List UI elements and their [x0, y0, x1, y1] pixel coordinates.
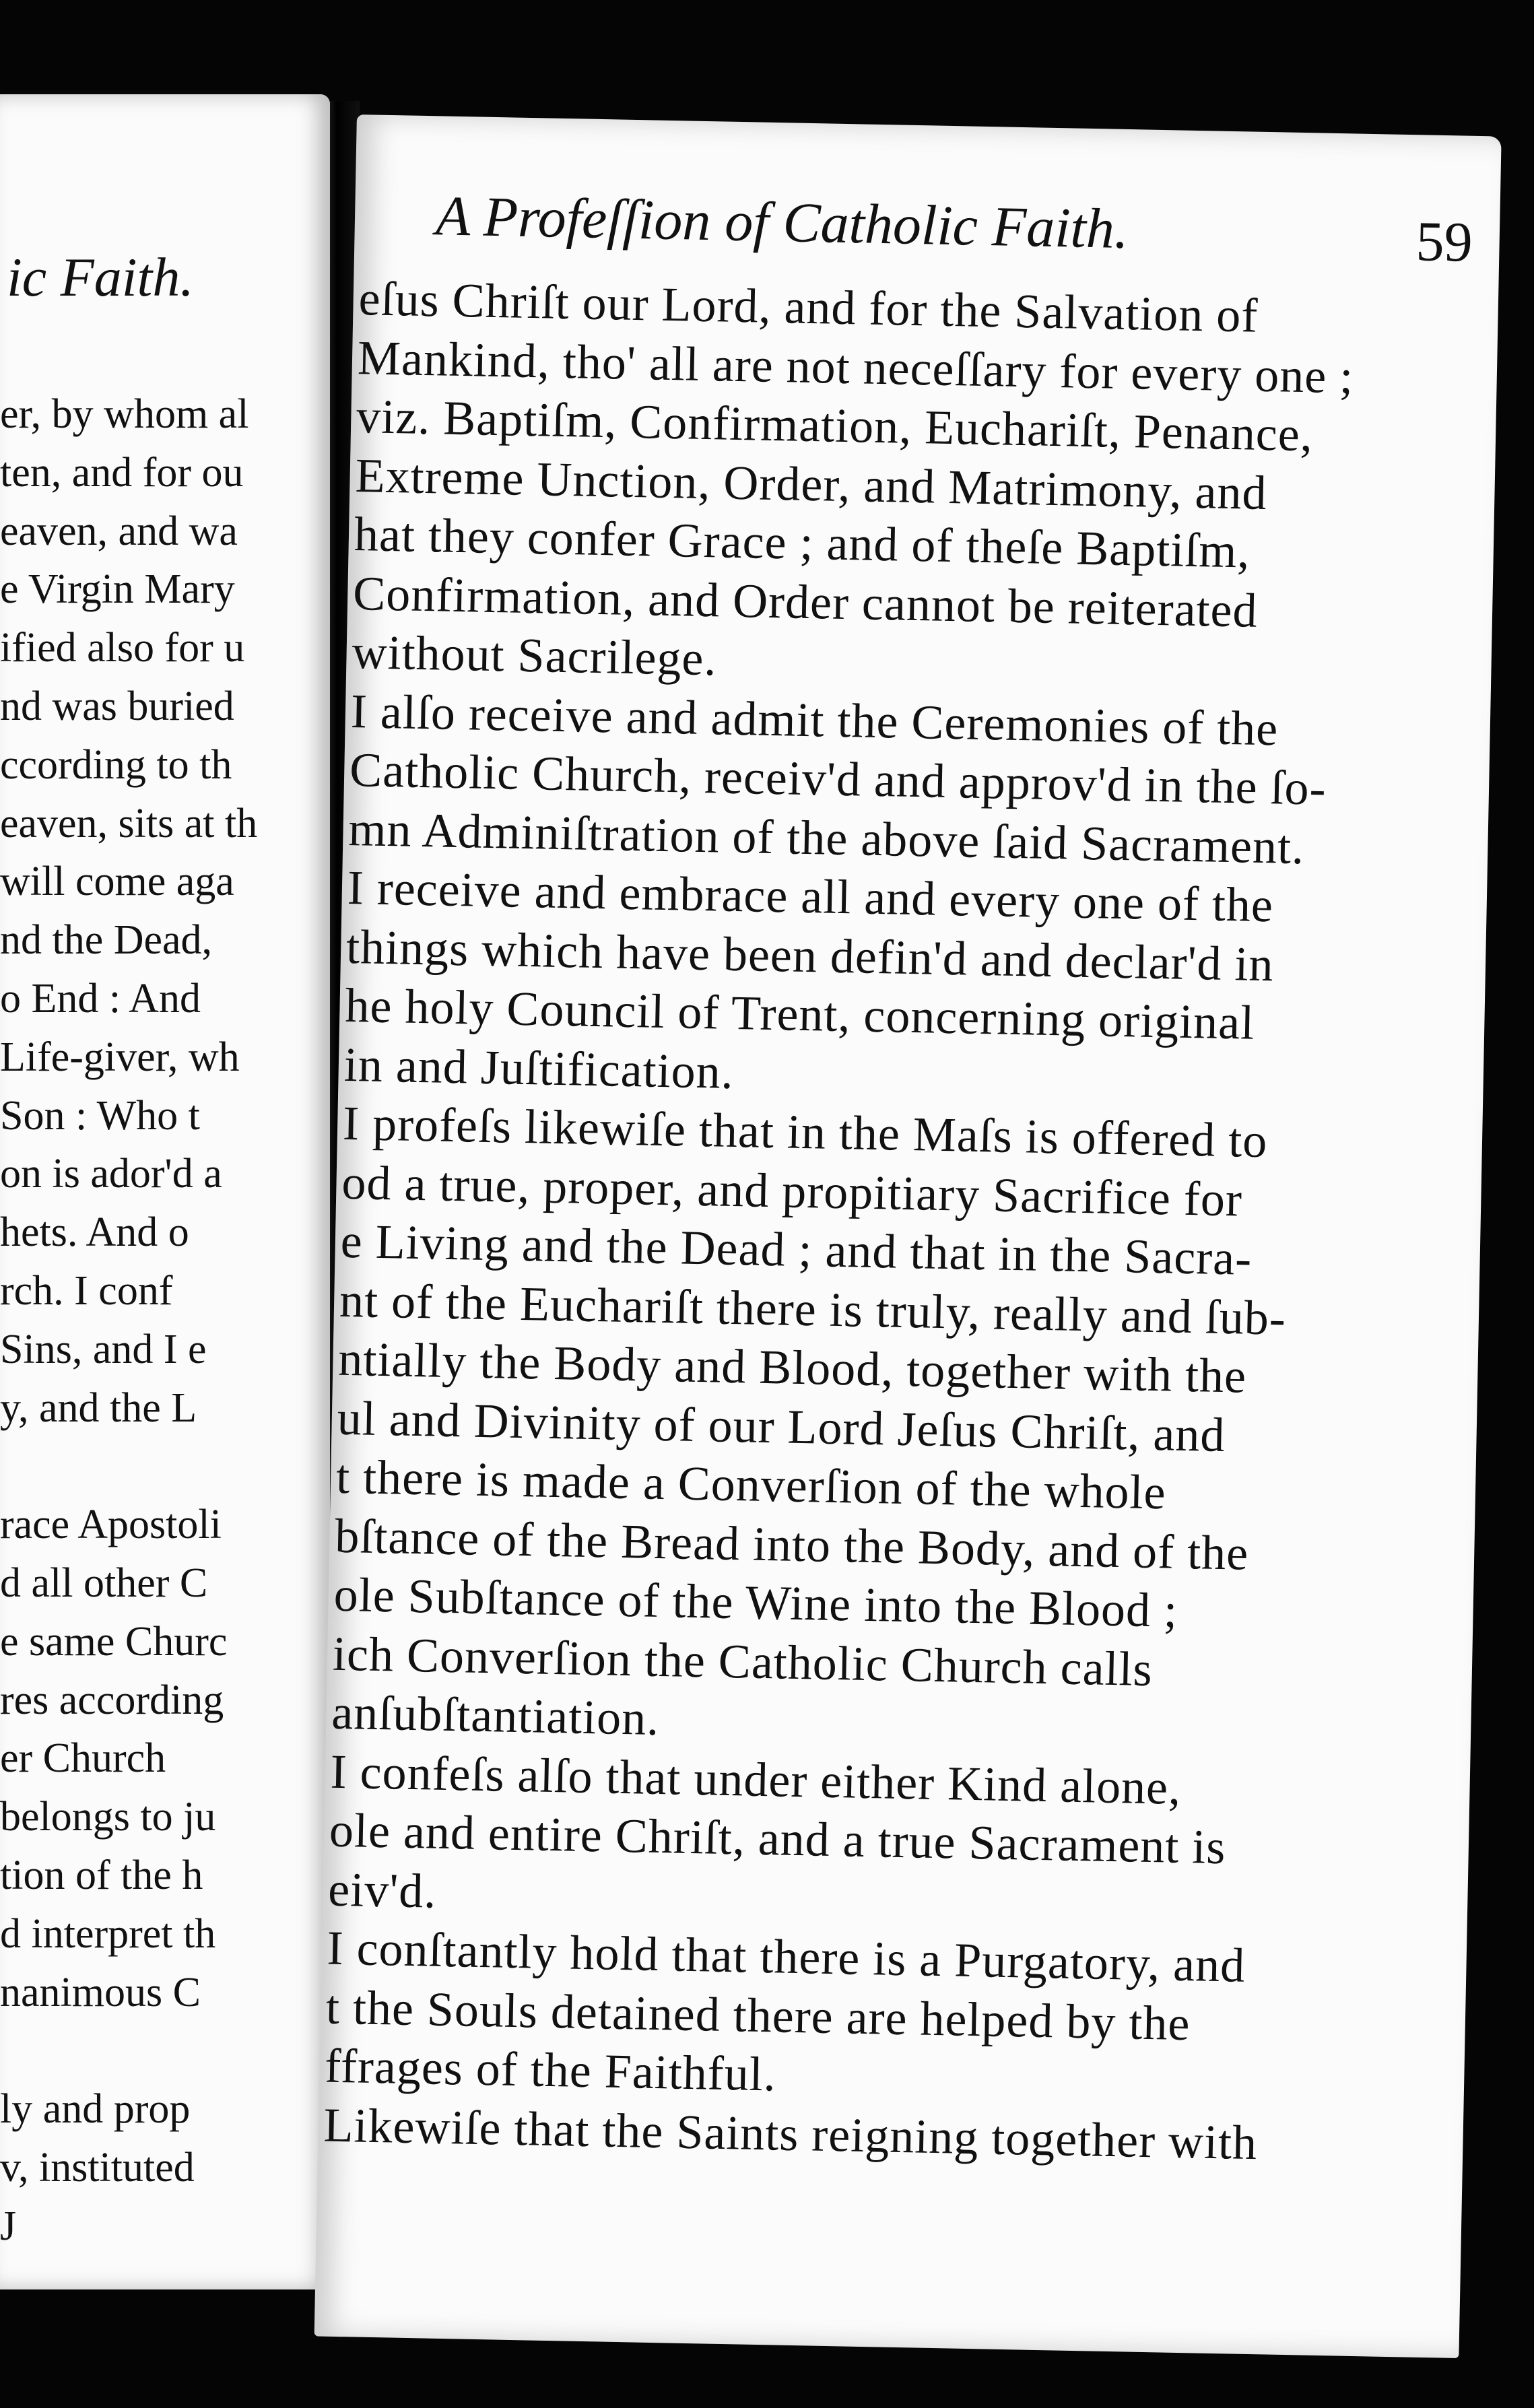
- text-line: things which have been defin'd and declar'd in: [345, 919, 1275, 991]
- text-line: Likewiſe that the Saints reigning together with: [323, 2098, 1258, 2170]
- text-line: eiv'd.: [327, 1862, 438, 1918]
- text-line: ntially the Body and Blood, together with the: [337, 1331, 1247, 1403]
- text-line: t the Souls detained there are helped by the: [325, 1980, 1191, 2050]
- text-line: eſus Chriſt our Lord, and for the Salvation of: [358, 271, 1259, 343]
- left-text-line: er, by whom al: [0, 391, 249, 437]
- left-text-line: J: [0, 2203, 17, 2249]
- text-line: I confeſs alſo that under either Kind alone,: [329, 1744, 1182, 1815]
- text-line: ffrages of the Faithful.: [324, 2038, 777, 2102]
- left-text-line: nanimous C: [0, 1969, 201, 2015]
- text-line: I profeſs likewiſe that in the Maſs is offered to: [342, 1096, 1269, 1168]
- text-line: Extreme Unction, Order, and Matrimony, and: [354, 448, 1268, 520]
- text-line: bſtance of the Bread into the Body, and of the: [334, 1508, 1249, 1580]
- left-text-line: ly and prop: [0, 2086, 191, 2133]
- left-running-title: ic Faith.: [7, 246, 194, 308]
- left-text-line: d all other C: [0, 1560, 208, 1606]
- text-line: anſubſtantiation.: [331, 1685, 661, 1746]
- text-line: Catholic Church, receiv'd and approv'd in the ſo-: [349, 742, 1327, 815]
- page-number: 59: [1415, 210, 1473, 274]
- left-text-line: nd the Dead,: [0, 917, 213, 964]
- text-line: hat they confer Grace ; and of theſe Baptiſm,: [354, 507, 1251, 578]
- left-text-line: tion of the h: [0, 1852, 203, 1898]
- text-line: I conſtantly hold that there is a Purgatory, and: [326, 1920, 1246, 1993]
- text-line: ole Subſtance of the Wine into the Blood ;: [333, 1567, 1178, 1638]
- running-title: A Profeſſion of Catholic Faith.: [435, 185, 1129, 261]
- left-text-line: ten, and for ou: [0, 449, 244, 496]
- text-line: I alſo receive and admit the Ceremonies of the: [350, 683, 1279, 756]
- left-text-line: eaven, and wa: [0, 508, 238, 554]
- left-text-line: ified also for u: [0, 625, 245, 671]
- text-line: nt of the Euchariſt there is truly, really and ſub-: [339, 1273, 1287, 1345]
- left-text-line: belongs to ju: [0, 1794, 216, 1840]
- text-line: I receive and embrace all and every one of the: [347, 860, 1274, 933]
- right-page: [314, 114, 1502, 2358]
- text-line: Confirmation, and Order cannot be reiterated: [352, 566, 1259, 638]
- left-text-line: Son : Who t: [0, 1092, 200, 1139]
- text-line: ich Converſion the Catholic Church calls: [332, 1626, 1154, 1696]
- text-line: he holy Council of Trent, concerning original: [344, 978, 1255, 1050]
- left-text-line: o End : And: [0, 976, 201, 1022]
- text-line: od a true, proper, and propitiary Sacrifice for: [341, 1155, 1243, 1227]
- left-text-line: y, and the L: [0, 1384, 197, 1431]
- text-line: e Living and the Dead ; and that in the Sacra-: [340, 1213, 1253, 1285]
- text-line: viz. Baptiſm, Confirmation, Euchariſt, Penance,: [356, 389, 1314, 462]
- text-line: t there is made a Converſion of the whole: [335, 1449, 1167, 1520]
- text-line: Mankind, tho' all are not neceſſary for every one ;: [357, 330, 1355, 403]
- left-text-line: Sins, and I e: [0, 1326, 207, 1372]
- left-text-line: ccording to th: [0, 741, 232, 788]
- left-text-line: eaven, sits at th: [0, 800, 258, 846]
- left-text-line: v, instituted: [0, 2145, 195, 2190]
- body-text: [323, 269, 1463, 2176]
- left-text-line: Life-giver, wh: [0, 1034, 240, 1080]
- text-line: without Sacrilege.: [351, 625, 718, 686]
- left-text-line: e Virgin Mary: [0, 566, 235, 613]
- left-text-line: res according: [0, 1677, 224, 1723]
- left-text-line: er Church: [0, 1735, 166, 1782]
- left-text-line: d interpret th: [0, 1910, 216, 1957]
- left-text-line: e same Churc: [0, 1618, 228, 1665]
- text-line: ole and entire Chriſt, and a true Sacrament is: [329, 1803, 1227, 1875]
- text-line: in and Juſtification.: [343, 1037, 735, 1099]
- left-text-line: nd was buried: [0, 683, 234, 729]
- text-line: ul and Divinity of our Lord Jeſus Chriſt, and: [337, 1391, 1226, 1462]
- text-line: mn Adminiſtration of the above ſaid Sacrament.: [347, 801, 1305, 874]
- left-text-line: hets. And o: [0, 1209, 189, 1256]
- left-text-line: will come aga: [0, 859, 234, 905]
- left-text-line: race Apostoli: [0, 1502, 222, 1548]
- left-text-line: on is ador'd a: [0, 1151, 222, 1197]
- left-page: [0, 94, 330, 2289]
- page-header: [435, 183, 1473, 277]
- left-text-line: rch. I conf: [0, 1268, 173, 1314]
